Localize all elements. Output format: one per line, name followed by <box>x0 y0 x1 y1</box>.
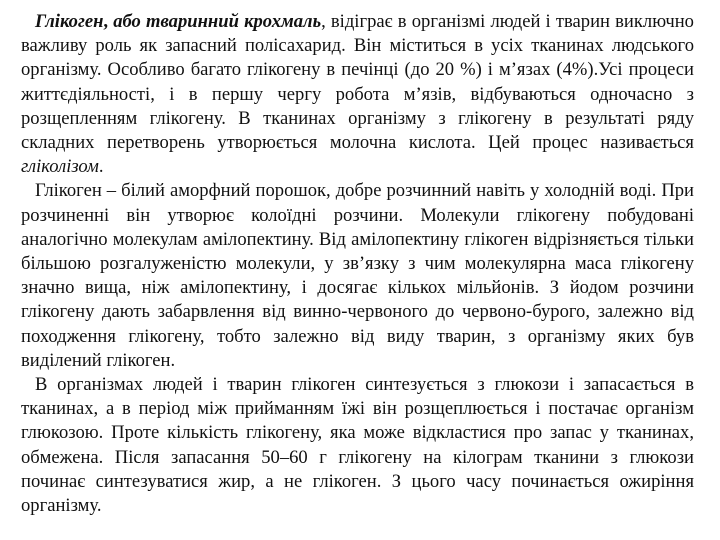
paragraph-text: , відіграє в організмі людей і тварин виключно важливу роль як запасний полісахарид. Він міститься в усіх тканинах людського організму. Особливо багато глікогену в печінці (до 20 %) і м’язах (4%).Усі процеси життєдіяльності, і в першу чергу робота м’язів, відбуваються одночасно з розщепленням глікогену. В тканинах організму з глікогену в результаті ряду складних перетворень утворюється молочна кислота. Цей процес називається <box>21 11 694 154</box>
paragraph-text-end: . <box>98 156 104 178</box>
paragraph-glycogen-properties <box>21 179 694 373</box>
term-animal-starch: або тваринний крохмаль <box>113 11 322 32</box>
paragraph-text: Глікоген – білий аморфний порошок, добре розчинний навіть у холодній воді. При розчиненні він утворює колоїдні розчини. Молекули глікогену побудовані аналогічно молекулам амілопектину. Від амілопектину глікоген відрізняється тільки більшою розгалуженістю молекули, у зв’язку з чим молекулярна маса глікогену значно вища, ніж амілопектину, і досягає кількох мільйонів. З йодом розчини глікогену дають забарвлення від винно-червоного до червоно-бурого, залежно від походження глікогену, тобто залежно від виду тварин, з організму яких був виділений глікоген. <box>21 180 694 371</box>
paragraph-text: В організмах людей і тварин глікоген синтезується з глюкози і запасається в тканинах, а в період між прийманням їжі він розщеплюється і постачає організм глюкозою. Проте кількість глікогену, яка може відкластися про запас у тканинах, обмежена. Після запасання 50–60 г глікогену на кілограм тканини з глюкози починає синтезуватися жир, а не глікоген. З цього часу починається ожиріння організму. <box>21 374 694 517</box>
paragraph-glycogen-intro <box>21 10 694 179</box>
term-glycogen: Глікоген <box>35 11 104 32</box>
term-glycolysis: гліколізом <box>21 156 99 178</box>
term-separator: , <box>103 11 114 32</box>
paragraph-glycogen-synthesis <box>21 373 694 518</box>
